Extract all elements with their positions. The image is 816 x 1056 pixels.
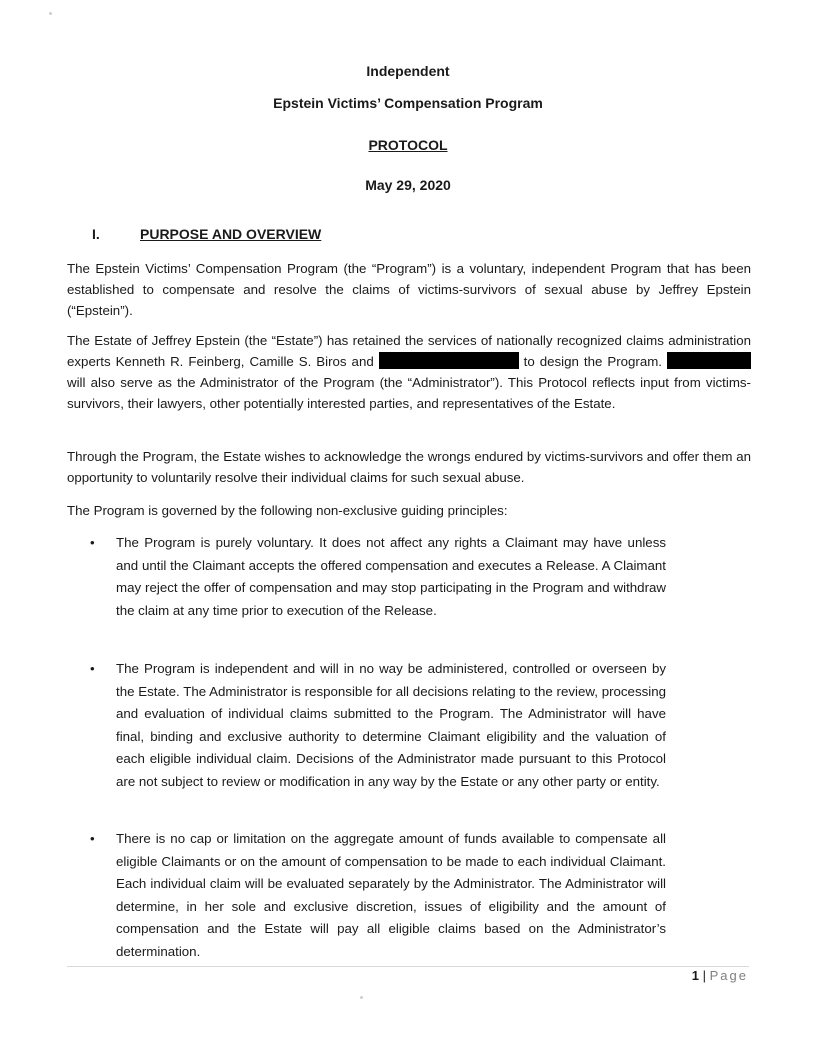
scan-speck <box>49 12 52 15</box>
redaction-block <box>379 352 519 369</box>
scan-speck <box>360 996 363 999</box>
redaction-block <box>667 352 751 369</box>
doc-heading-independent: Independent <box>366 63 450 79</box>
list-item-text: The Program is independent and will in no way be administered, controlled or overseen by the Estate. The Administrator is responsible for all decisions relating to the review, processing and evaluation of individual claims submitted to the Program. The Administrator will have final, binding and exclusive authority to determine Claimant eligibility and the valuation of each eligible individual claim. Decisions of the Administrator made pursuant to this Protocol are not subject to review or modification in any way by the Estate or any other party or entity. <box>116 661 666 789</box>
bullet-icon: • <box>90 661 95 676</box>
footer-divider <box>67 966 749 967</box>
list-item-text: The Program is purely voluntary. It does not affect any rights a Claimant may have unless and until the Claimant accepts the offered compensation and executes a Release. A Claimant may reject the offer of compensation and may stop participating in the Program and withdraw the claim at any time prior to execution of the Release. <box>116 535 666 618</box>
list-item <box>90 532 666 622</box>
list-item <box>90 828 666 963</box>
principles-list <box>90 532 666 622</box>
paragraph-estate-text-1: The Estate of Jeffrey Epstein (the “Estate”) has retained the services of nationally recognized claims administration experts Kenneth R. Feinberg, Camille S. Biros and <box>67 333 751 369</box>
section-heading <box>92 226 321 242</box>
page-number-separator: | <box>702 968 706 983</box>
paragraph-estate-retained <box>67 330 751 414</box>
section-number: I. <box>92 226 100 242</box>
paragraph-estate-text-3: will also serve as the Administrator of the Program (the “Administrator”). This Protocol reflects input from victims-survivors, their lawyers, other potentially interested parties, and representatives of the Estate. <box>67 375 751 411</box>
page-number-label: Page <box>709 968 748 983</box>
section-title: PURPOSE AND OVERVIEW <box>140 226 322 242</box>
principles-list <box>90 828 666 963</box>
doc-heading-program: Epstein Victims’ Compensation Program <box>273 95 543 111</box>
paragraph-guiding-principles: The Program is governed by the following non-exclusive guiding principles: <box>67 503 508 518</box>
bullet-icon: • <box>90 831 95 846</box>
paragraph-acknowledge: Through the Program, the Estate wishes to acknowledge the wrongs endured by victims-survivors and offer them an opportunity to voluntarily resolve their individual claims for such sexual abuse. <box>67 449 751 485</box>
doc-title-protocol: PROTOCOL <box>368 137 448 153</box>
paragraph-program-intro: The Epstein Victims’ Compensation Program (the “Program”) is a voluntary, independent Program that has been established to compensate and resolve the claims of victims-survivors of sexual abuse by Jeffrey Epstein (“Epstein”). <box>67 261 751 318</box>
list-item <box>90 658 666 793</box>
doc-date: May 29, 2020 <box>365 177 451 193</box>
page-number <box>692 968 748 983</box>
paragraph-estate-text-2: to design the Program. <box>523 354 663 369</box>
list-item-text: There is no cap or limitation on the aggregate amount of funds available to compensate all eligible Claimants or on the amount of compensation to be made to each individual Claimant. Each individual claim will be evaluated separately by the Administrator. The Administrator will determine, in her sole and exclusive discretion, issues of eligibility and the amount of compensation and the Estate will pay all eligible claims based on the Administrator’s determination. <box>116 831 666 959</box>
bullet-icon: • <box>90 535 95 550</box>
principles-list <box>90 658 666 793</box>
page-number-value: 1 <box>691 968 699 983</box>
